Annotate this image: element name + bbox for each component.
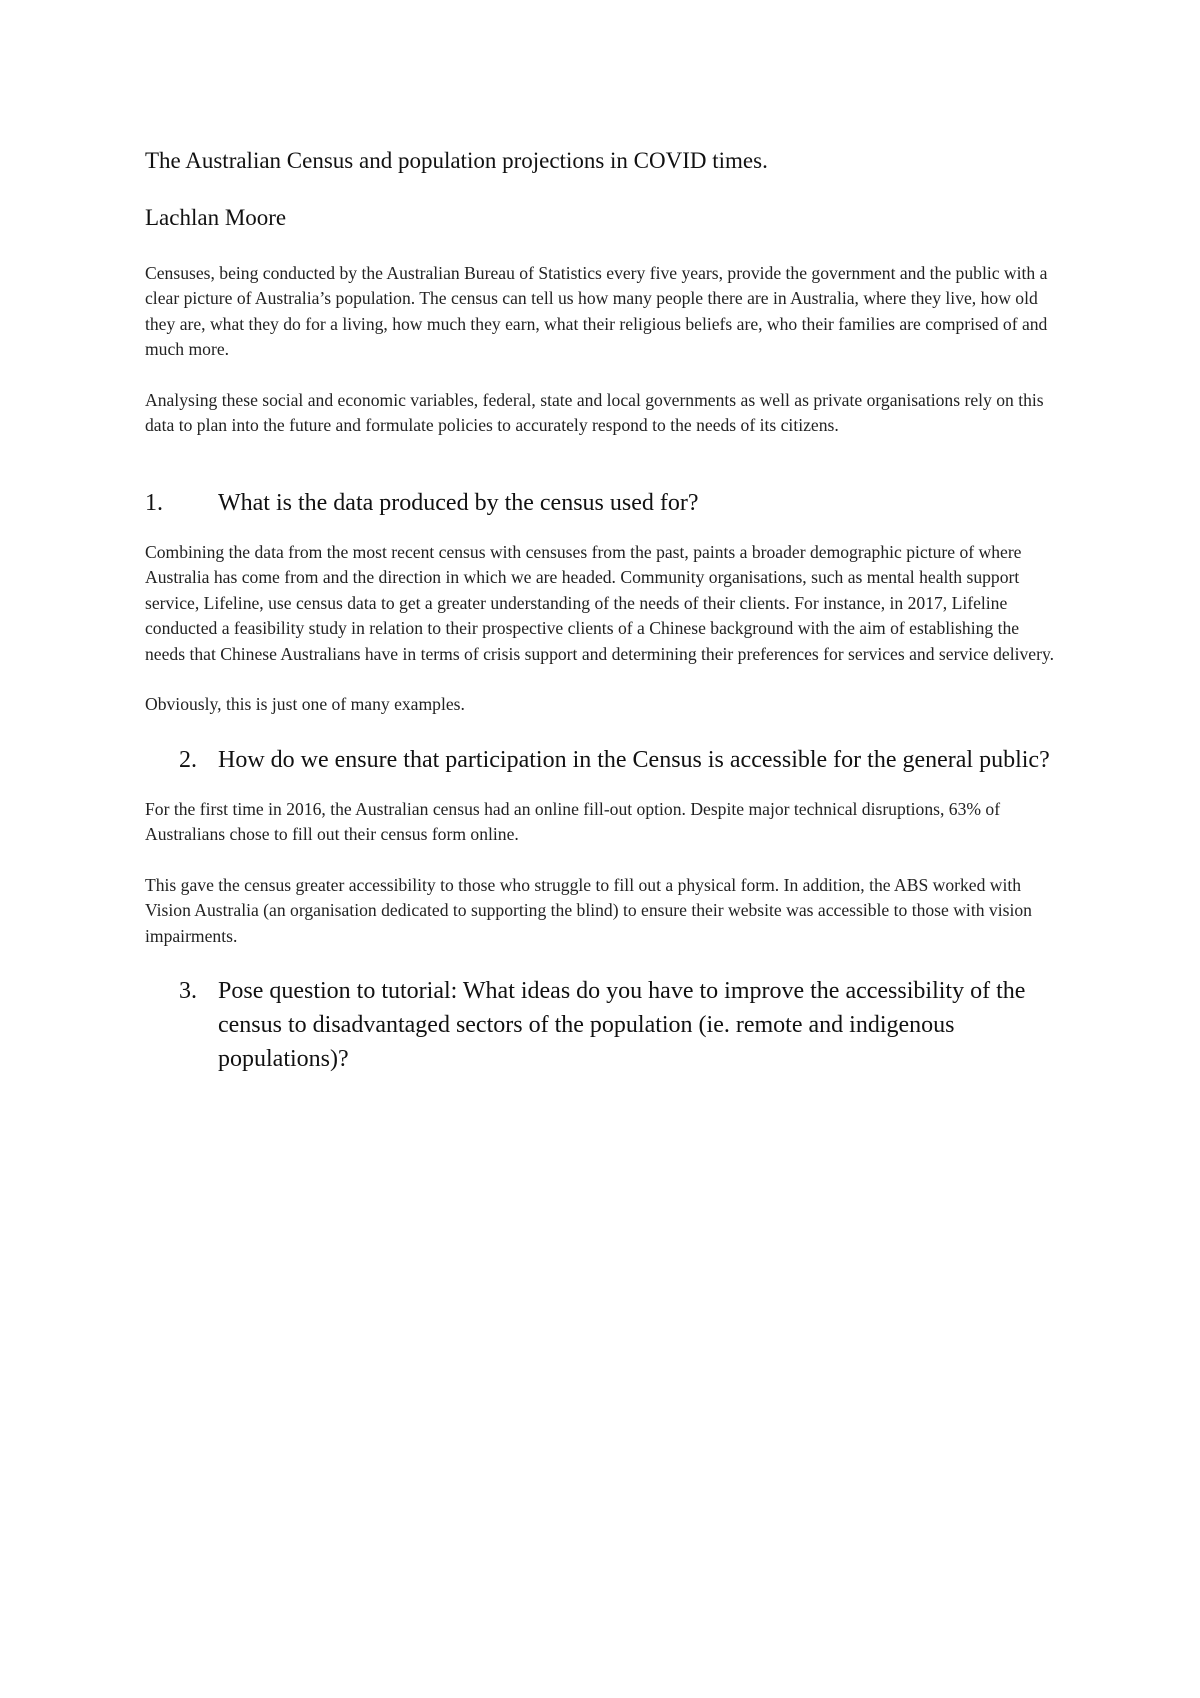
section-heading-text: Pose question to tutorial: What ideas do you have to improve the accessibility of the census to disadvantaged sectors of the population (ie. remote and indigenous populations)? — [218, 978, 1026, 1073]
section-number: 2. — [179, 746, 197, 773]
section-paragraph: For the first time in 2016, the Australian census had an online fill-out option. Despite major technical disruptions, 63% of Australians chose to fill out their census form online. — [145, 798, 1001, 845]
section-paragraph: Obviously, this is just one of many examples. — [145, 694, 465, 715]
section-heading-text: How do we ensure that participation in the Census is accessible for the general public? — [218, 746, 1050, 773]
author-name: Lachlan Moore — [145, 204, 287, 230]
intro-paragraph: Censuses, being conducted by the Australian Bureau of Statistics every five years, provide the government and the public with a clear picture of Australia’s population. The census can tell us how many people there are in Australia, where they live, how old they are, what they do for a living, how much they earn, what their religious beliefs are, who their families are comprised of and much more. — [145, 262, 1048, 360]
section-number: 1. — [145, 489, 163, 516]
section-heading-text: What is the data produced by the census used for? — [218, 489, 699, 516]
section-paragraph: Combining the data from the most recent census with censuses from the past, paints a broader demographic picture of where Australia has come from and the direction in which we are headed. Community organisations, such as mental health support service, Lifeline, use census data to get a greater understanding of the needs of their clients. For instance, in 2017, Lifeline conducted a feasibility study in relation to their prospective clients of a Chinese background with the aim of establishing the needs that Chinese Australians have in terms of crisis support and determining their preferences for services and service delivery. — [145, 541, 1055, 664]
section-heading-3 — [145, 974, 1055, 1076]
document-title: The Australian Census and population projections in COVID times. — [145, 148, 768, 173]
section-number: 3. — [179, 978, 197, 1005]
section-heading-2 — [145, 743, 1055, 777]
intro-paragraph: Analysing these social and economic variables, federal, state and local governments as well as private organisations rely on this data to plan into the future and formulate policies to accurately respond to the needs of its citizens. — [145, 389, 1044, 436]
section-paragraph: This gave the census greater accessibility to those who struggle to fill out a physical form. In addition, the ABS worked with Vision Australia (an organisation dedicated to supporting the blind) to ensure their website was accessible to those with vision impairments. — [145, 874, 1032, 946]
section-heading-1 — [145, 486, 1055, 520]
